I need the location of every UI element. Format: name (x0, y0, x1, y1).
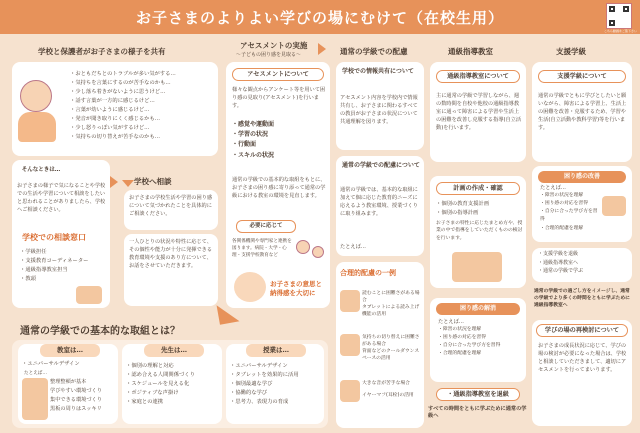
consult-text: お子さまの様子で気になることや学校での生活や学習について相談をしたいと思われることがありましたら、学校へご相談ください。 (17, 183, 106, 214)
all-time-text: すべての時間をともに学ぶために通常の学級へ (428, 406, 527, 420)
list-item: ・ おともだちとのトラブルが多い気がする… (70, 70, 218, 79)
kaizen-tatoeba: たとえば… (540, 185, 566, 191)
example-text: タブレットによる読み上げ機能の活用 (362, 305, 420, 318)
list-item: ・ 個別の教育支援計画 (436, 200, 524, 209)
expert-icon (296, 240, 310, 254)
info-share-title: 学校での情報共有について (342, 68, 414, 75)
list-item: ・ 気持ちを言葉にするのが苦手なのかも… (70, 79, 218, 88)
support-text: 通常の学級でともに学びとしたいと願いながら、障害による学習上、生活上の困難を改善・克服するため、学習や生活(自立活動や教科学習)等を行います。 (538, 93, 627, 132)
support-title: 支援学級について (538, 70, 626, 83)
assessment-text2: 通常の学級での基本的な取組をもとに、お子さまの困り感に寄り添って通常の学級における教室の環境を見直します。 (232, 177, 326, 200)
kaiketsu-title: 困り感の解消 (436, 303, 520, 315)
plan-text: お子さまの特性に応じたまとめ方や、授業の中で指導をしていただくものの検討を行います。 (436, 221, 523, 241)
care-text: 通常の学級では、基本的な取組に加えて個に応じた教育的ニーズに応えるよう教室環境、授業づくりに取り組みます。 (340, 187, 418, 218)
list-item: ・ 教頭 (20, 275, 110, 284)
earmuff-illustration (340, 380, 360, 402)
list-item: ・ 困り感の対応を習得 (540, 200, 600, 208)
classroom-example: 黒板の周りはスッキリ (50, 406, 102, 412)
list-item: ・ 発音が聞き取りにくく感じるかも… (70, 115, 218, 124)
qr-caption: こちら動画をご覧下さい (603, 29, 637, 33)
list-item: ・ 感覚や運動面 (232, 120, 326, 130)
teacher-student-illustration (452, 252, 502, 282)
list-item: ・ 気持ちの切り替えが苦手なのかも… (70, 133, 218, 142)
thinking-parent-icon (20, 80, 52, 112)
list-item: ・ ユニバーサルデザイン (230, 362, 324, 371)
list-item: ・ 話す言葉が一方的に感じるけど… (70, 97, 218, 106)
tsukyu-text: 主に通常の学級で学習しながら、週の数時間を自校や他校の通級指導教室に通って障害による学習や生活上の困難を改善し克服する指導(自立活動)を行います。 (436, 93, 522, 132)
assessment-items (232, 120, 326, 161)
support-note: 通常の学級での過ごし方をイメージし、通常の学級でより多くの時間をともに学ぶために通級指導教室へ (534, 289, 630, 309)
student-illustration (602, 196, 626, 216)
list-item: ・ タブレットを効果的に活用 (230, 371, 324, 380)
arrow-down-left-icon (209, 305, 240, 333)
review-title: 学びの場の再検討について (536, 324, 628, 337)
review-text: お子さまの成長状況に応じて、学びの場の検討が必要になった場合は、学校と相談していただきまして、適切にアセスメントを行ってまいります。 (538, 343, 627, 374)
list-item: ・ 家庭との連携 (126, 398, 222, 407)
teacher-list (126, 362, 222, 407)
col-heading-tsukyu: 通級指導教室 (448, 47, 493, 56)
classroom-list (22, 360, 118, 369)
classroom-illustration (22, 378, 48, 420)
tsukyu-title: 通級指導教室について (436, 70, 520, 83)
basic-heading: 通常の学級での基本的な取組とは？ (20, 326, 180, 337)
list-item: ・ 少し落ち着きがないように思うけど… (70, 88, 218, 97)
kaizen-list (540, 192, 600, 233)
list-item: ・ 困り感の対応を習得 (438, 334, 524, 342)
list-item: ・ ポジティブな声掛け (126, 389, 222, 398)
list-item: ・ 少し怒りっぽい気がするけど… (70, 124, 218, 133)
list-item: ・ 思考力、表現力の育成 (230, 398, 324, 407)
list-item: ・ 言葉が幼いように感じるけど… (70, 106, 218, 115)
examples-title: 合理的配慮の一例 (340, 269, 396, 277)
col-heading-share: 学校と保護者がお子さまの様子を共有 (38, 47, 166, 56)
meeting-illustration (76, 286, 102, 304)
classroom-example: 整理整頓が基本 (50, 379, 87, 385)
speech-bubble: そんなときは… (16, 164, 66, 177)
list-item: ・ ユニバーサルデザイン (22, 360, 118, 369)
care-title: 通常の学級での配慮について (342, 162, 420, 169)
list-item: ・ 個別最適な学び (230, 380, 324, 389)
alone-text: 一人ひとりの状況や特性に応じて、その個性や能力が十分に発揮できる教育環境や支援のあり方について、お話をさせていただきます。 (129, 239, 213, 270)
tablet-illustration (340, 290, 360, 312)
qr-code-icon[interactable] (606, 3, 632, 29)
list-item: ・ 通常の学級で学ぶ (538, 267, 628, 276)
example-text: 大きな音が苦手な場合 (362, 381, 410, 386)
classroom-example: 集中できる環境づくり (50, 397, 102, 403)
col-heading-assessment: アセスメントの実施 (240, 41, 308, 50)
arrow-right-icon (110, 176, 118, 188)
counsel-list (20, 248, 110, 284)
list-item: ・ 学級担任 (20, 248, 110, 257)
list-item: ・ 支援学級を退級 (538, 250, 628, 259)
col-heading-support: 支援学級 (556, 47, 586, 56)
cooldown-illustration (340, 334, 360, 356)
parent-body-icon (18, 112, 56, 142)
list-item: ・ スケジュールを見える化 (126, 380, 222, 389)
teacher-title: 先生は… (144, 344, 204, 357)
page-title: お子さまのよりよい学びの場にむけて（在校生用） (135, 9, 504, 27)
worries-list (70, 70, 218, 142)
example-text: 読むことに困難さがある場合 (362, 291, 420, 304)
list-item: ・ 自分に合った学び方を習得 (540, 208, 600, 224)
arrow-down-icon (122, 180, 134, 187)
list-item: ・ 障害の状況を理解 (540, 192, 600, 200)
classroom-example: 学びやすい環境づくり (50, 388, 102, 394)
options-list (538, 250, 628, 276)
list-item: ・ 合理的配慮を理解 (540, 225, 600, 233)
list-item: ・ 通級指導教室担当 (20, 266, 110, 275)
needs-text: 各関係機関や専門家と連携を図ります。病院・大学・心理・支援学校教育など (232, 239, 292, 259)
list-item: ・ 認め合える人間関係づくり (126, 371, 222, 380)
info-share-text: アセスメント内容を学校内で情報共有し、お子さまに関わるすべての教員がお子さまの状況について共通理解を図ります。 (340, 95, 418, 126)
col-heading-regular: 通常の学級での配慮 (340, 47, 408, 56)
classroom-tatoeba: たとえば… (24, 371, 47, 376)
expert-icon (312, 246, 324, 258)
col-heading-assessment-sub: ～子どもの困り感を見取る～ (236, 52, 302, 58)
classroom-title: 教室は… (40, 344, 100, 357)
lesson-list (230, 362, 324, 407)
list-item: ・ 合理的配慮を理解 (438, 350, 524, 358)
kaiketsu-list (438, 326, 524, 359)
example-text: イヤーマフ(耳栓)の活用 (362, 393, 414, 398)
plan-list (436, 200, 524, 218)
needs-label: 必要に応じて (236, 220, 296, 233)
list-item: ・ 個別の指導計画 (436, 209, 524, 218)
list-item: ・ 行動面 (232, 140, 326, 150)
assessment-text1: 様々な観点からアンケート等を用いて困り感の見取り(アセスメント)を行います。 (232, 87, 326, 110)
list-item: ・ 学習の状況 (232, 130, 326, 140)
list-item: ・ 自分に合った学び方を習得 (438, 342, 524, 350)
school-consult-text: お子さまの学校生活や学習の困り感について気づかれたことを具体的にご相談ください。 (129, 195, 213, 218)
example-text: 背面などのクールダウンスペースの活用 (362, 349, 420, 362)
arrow-right-icon (318, 43, 326, 55)
list-item: ・ 個別の理解と対応 (126, 362, 222, 371)
list-item: ・ 通級指導教室へ (538, 259, 628, 268)
list-item: ・ スキルの状況 (232, 151, 326, 161)
list-item: ・ 協働的な学び (230, 389, 324, 398)
plan-title: 計画の作成・確認 (436, 182, 520, 195)
consult-arrow-label: 学校へ相談 (134, 177, 172, 186)
tsukyu-decision: ・通級指導教室を退級 (436, 388, 520, 401)
counsel-title: 学校での相談窓口 (22, 233, 86, 242)
kaizen-title: 困り感の改善 (538, 171, 626, 183)
list-item: ・ 障害の状況を理解 (438, 326, 524, 334)
assessment-title: アセスメントについて (232, 68, 324, 81)
list-item: ・ 支援教育コーディネーター (20, 257, 110, 266)
example-text: 気持ちの切り替えに困難さがある場合 (362, 335, 420, 348)
child-illustration (234, 272, 266, 302)
care-tatoeba: たとえば… (340, 244, 366, 250)
lesson-title: 授業は… (246, 344, 306, 357)
kaiketsu-tatoeba: たとえば… (438, 319, 464, 325)
assessment-bottom: お子さまの意思と納得感を大切に (270, 280, 322, 298)
